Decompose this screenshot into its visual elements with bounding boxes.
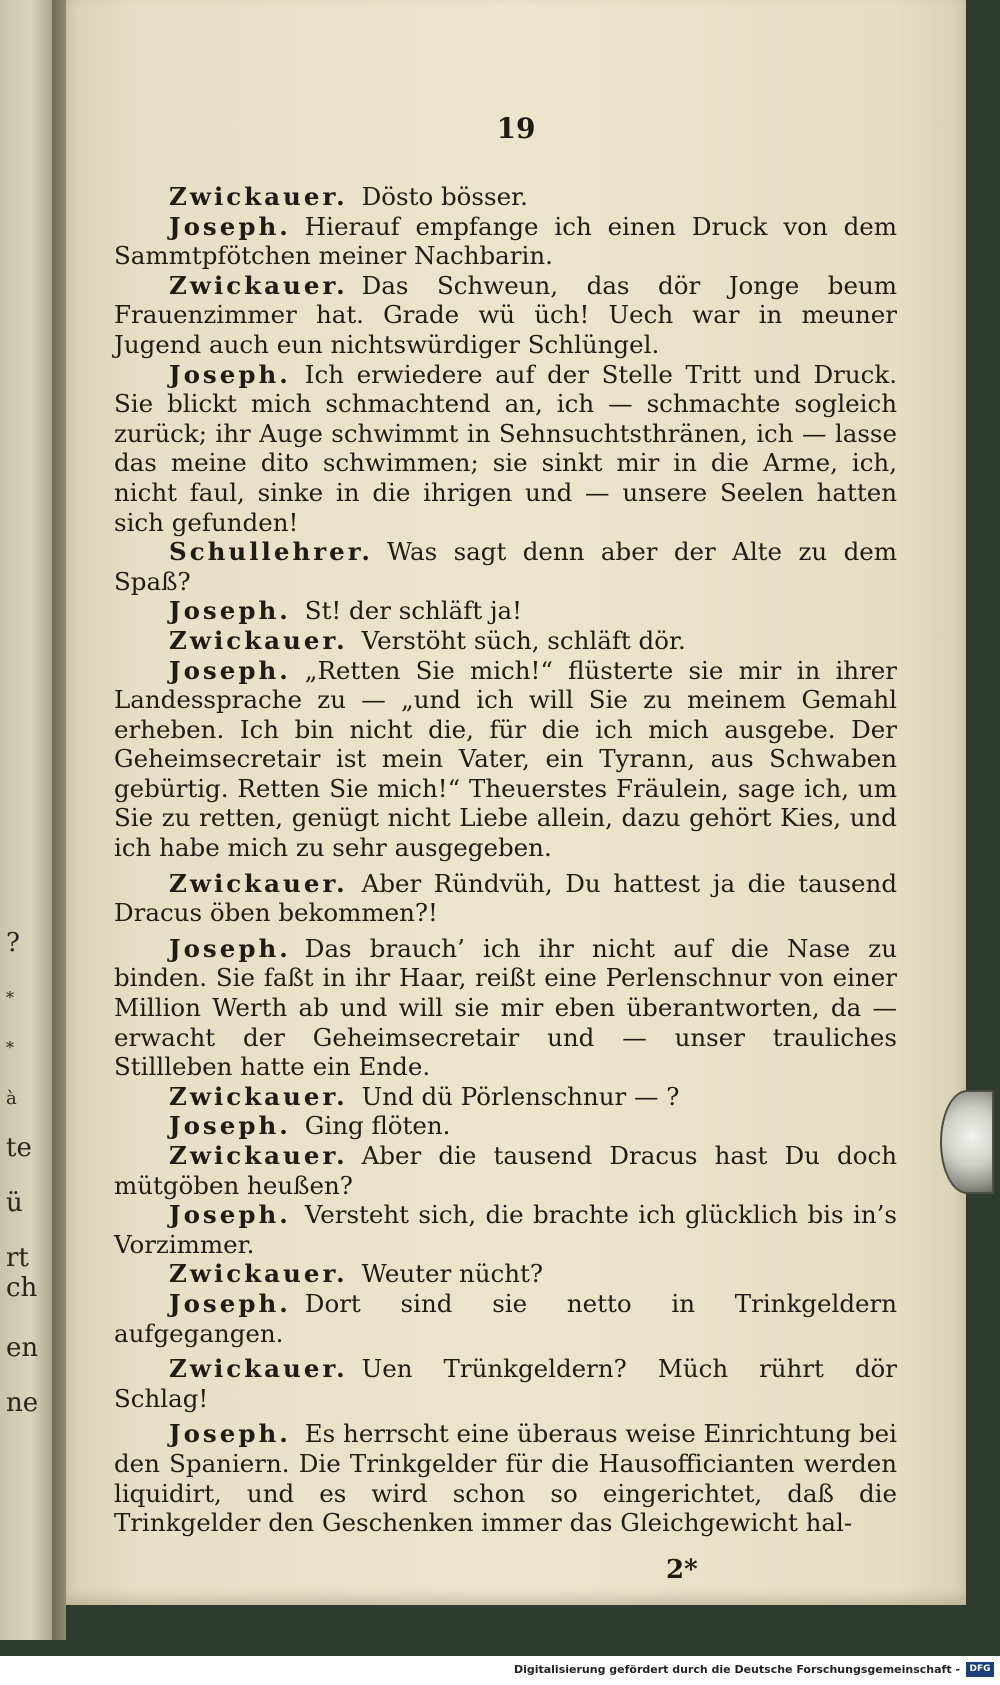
left-page-fragment: rt [6, 1243, 29, 1273]
dialogue-paragraph [114, 626, 897, 656]
book-page [66, 0, 966, 1605]
book-spine [52, 0, 66, 1640]
page-clip [940, 1090, 994, 1194]
speaker-name: Zwickauer. [169, 1081, 348, 1111]
dialogue-text: Ich erwiedere auf der Stelle Tritt und Druck. Sie blickt mich schmachtend an, ich — schmachte sogleich zurück; ihr Auge schwimmt in Sehnsuchtsthränen, ich — lasse das meine dito schwimmen; sie sinkt mir in die Arme, ich, nicht faul, sinke in die ihrigen und — unsere Seelen hatten sich gefunden! [114, 359, 897, 537]
dialogue-text: Verstöht süch, schläft dör. [361, 625, 686, 655]
speaker-name: Joseph. [169, 933, 291, 963]
dialogue-text: Dösto bösser. [361, 182, 528, 211]
dialogue-text: Es herrscht eine überaus weise Einrichtung bei den Spaniern. Die Trinkgelder für die Hausofficianten werden liquidirt, und es wird schon so eingerichtet, daß die Trinkgelder den Geschenken immer das Gleichgewicht hal- [114, 1419, 897, 1538]
left-page-fragment: * [6, 1038, 14, 1057]
dialogue-paragraph [114, 596, 897, 626]
dialogue-text: St! der schläft ja! [304, 596, 523, 626]
dialogue-paragraph [114, 869, 897, 928]
speaker-name: Joseph. [169, 359, 291, 389]
dialogue-text: Aber Ründvüh, Du hattest ja die tausend Dracus öben bekommen?! [114, 868, 897, 928]
dialogue-text: Aber die tausend Dracus hast Du doch mütgöben heußen? [114, 1141, 897, 1200]
dialogue-text: Und dü Pörlenschnur — ? [361, 1081, 680, 1111]
speaker-name: Joseph. [169, 655, 291, 685]
speaker-name: Zwickauer. [169, 270, 348, 300]
dialogue-paragraph [114, 360, 897, 538]
speaker-name: Zwickauer. [169, 1259, 348, 1289]
dialogue-text: Das brauch’ ich ihr nicht auf die Nase zu binden. Sie faßt in ihr Haar, reißt eine Perlenschnur von einer Million Werth ab und will sie mir eben überantworten, da — erwacht der Geheimsecretair und — unser trauliches Stillleben hatte ein Ende. [114, 933, 897, 1082]
left-page-fragment: * [6, 988, 14, 1007]
page-number: 19 [496, 112, 536, 145]
dialogue-text: Uen Trünkgeldern? Müch rührt dör Schlag! [114, 1354, 897, 1413]
speaker-name: Joseph. [169, 1111, 291, 1141]
speaker-name: Zwickauer. [169, 1141, 348, 1170]
dialogue-paragraph [114, 271, 897, 360]
dialogue-paragraph [114, 1289, 897, 1348]
dialogue-text: Das Schweun, das dör Jonge beum Frauenzimmer hat. Grade wü üch! Uech war in meuner Jugend auch eun nichtswürdiger Schlüngel. [114, 270, 897, 359]
speaker-name: Zwickauer. [169, 182, 348, 211]
left-page-fragment: ? [6, 928, 20, 958]
dfg-logo-badge: DFG [966, 1662, 994, 1677]
dialogue-paragraph [114, 1419, 897, 1537]
dialogue-paragraph [114, 934, 897, 1082]
dialogue-paragraph [114, 537, 897, 596]
left-page-fragment: ch [6, 1273, 38, 1303]
left-page-fragment: en [6, 1333, 39, 1363]
left-page-fragment: te [6, 1133, 32, 1163]
page-text [114, 182, 897, 1538]
dialogue-text: Hierauf empfange ich einen Druck von dem Sammtpfötchen meiner Nachbarin. [114, 211, 897, 271]
dialogue-text: „Retten Sie mich!“ flüsterte sie mir in ihrer Landessprache zu — „und ich will Sie zu meinem Gemahl erheben. Ich bin nicht die, für die ich mich ausgebe. Der Geheimsecretair ist mein Vater, ein Tyrann, aus Schwaben gebürtig. Retten Sie mich!“ Theuerstes Fräulein, sage ich, um Sie zu retten, genügt nicht Liebe allein, dazu gehört Kies, und ich habe mich zu sehr ausgegeben. [114, 655, 897, 863]
dialogue-text: Weuter nücht? [361, 1259, 543, 1289]
dialogue-paragraph [114, 1259, 897, 1289]
dialogue-text: Versteht sich, die brachte ich glücklich bis in’s Vorzimmer. [114, 1200, 897, 1259]
left-page-fragment: ü [6, 1188, 23, 1218]
dialogue-paragraph [114, 1354, 897, 1413]
dialogue-text: Was sagt denn aber der Alte zu dem Spaß? [114, 537, 897, 596]
digitization-credit: Digitalisierung gefördert durch die Deutsche Forschungsgemeinschaft - [513, 1663, 960, 1676]
dialogue-paragraph [114, 656, 897, 863]
left-page-edge [0, 0, 52, 1640]
speaker-name: Joseph. [169, 1200, 291, 1230]
dialogue-paragraph [114, 182, 897, 212]
speaker-name: Zwickauer. [169, 868, 348, 898]
speaker-name: Joseph. [169, 1288, 291, 1318]
dialogue-paragraph [114, 1082, 897, 1112]
dialogue-paragraph [114, 1200, 897, 1259]
left-page-fragment: ne [6, 1388, 39, 1418]
dialogue-text: Ging flöten. [304, 1111, 451, 1141]
speaker-name: Joseph. [169, 211, 291, 241]
dialogue-text: Dort sind sie netto in Trinkgeldern aufgegangen. [114, 1288, 897, 1348]
footer-bar [0, 1656, 1000, 1685]
speaker-name: Zwickauer. [169, 1354, 348, 1384]
dialogue-paragraph [114, 1111, 897, 1141]
left-page-fragment: à [6, 1088, 17, 1109]
speaker-name: Zwickauer. [169, 625, 348, 655]
speaker-name: Joseph. [169, 1419, 291, 1449]
speaker-name: Joseph. [169, 596, 291, 626]
dialogue-paragraph [114, 212, 897, 271]
dialogue-paragraph [114, 1141, 897, 1200]
printer-signature-mark: 2* [666, 1555, 698, 1585]
speaker-name: Schullehrer. [169, 537, 373, 567]
